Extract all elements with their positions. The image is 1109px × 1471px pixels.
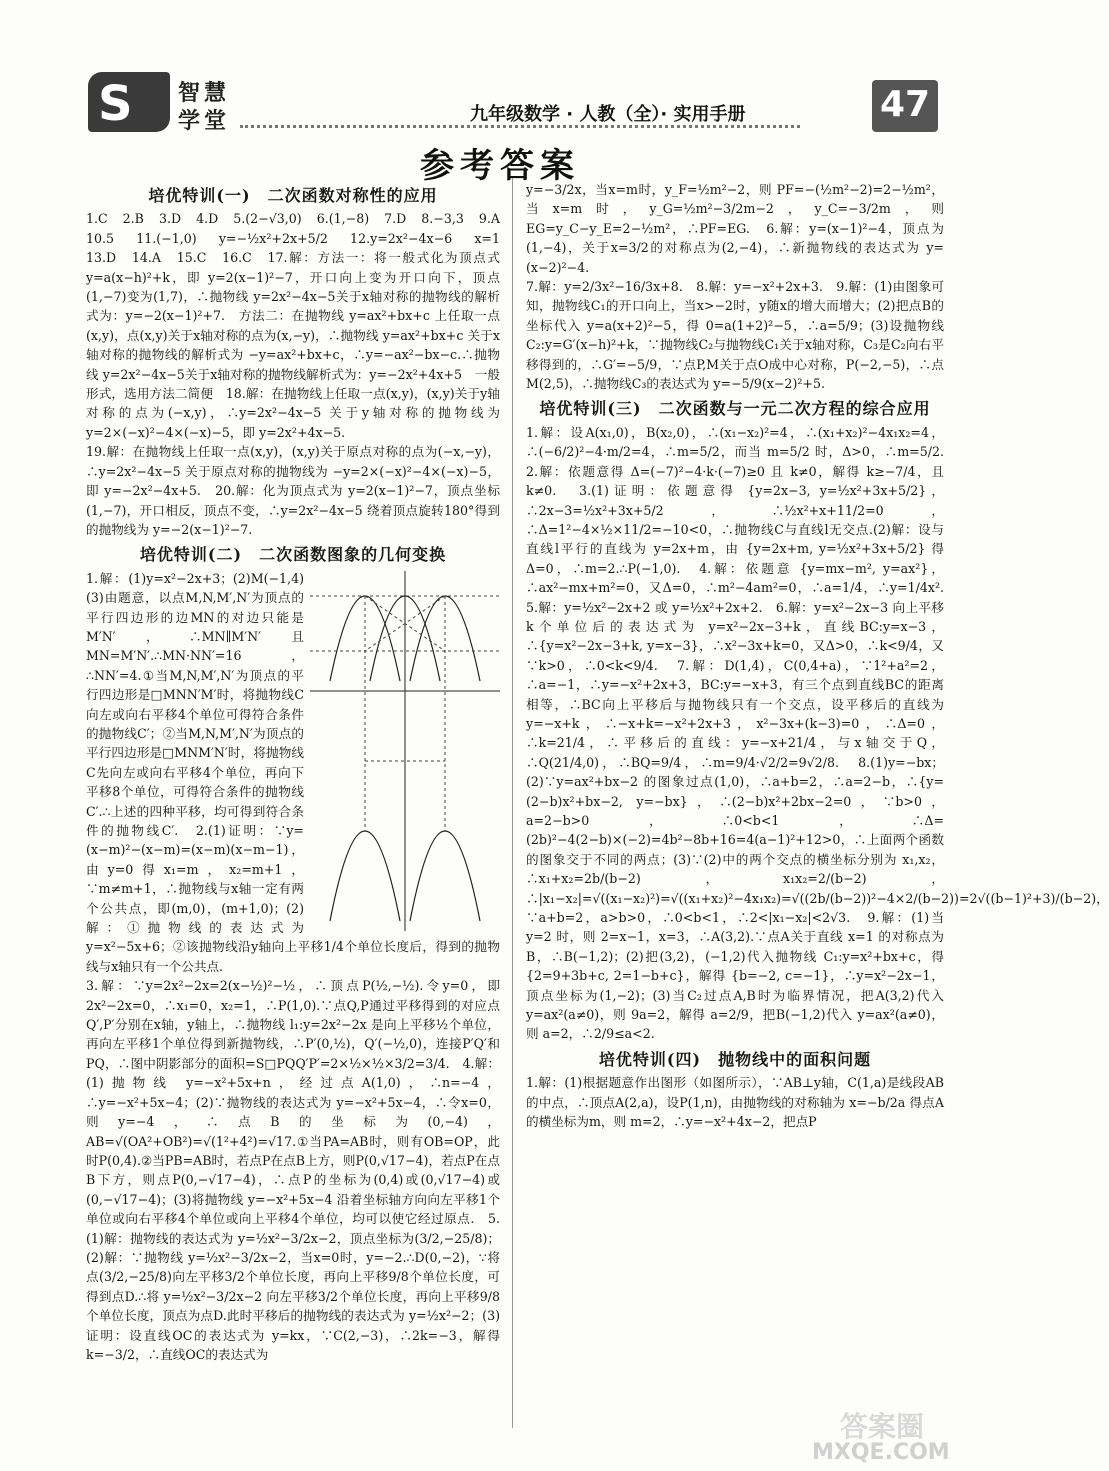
section-heading-4: 培优特训(四) 抛物线中的面积问题 — [598, 1049, 872, 1069]
right-column — [526, 180, 1109, 1132]
section-heading-2: 培优特训(二) 二次函数图象的几何变换 — [139, 545, 447, 565]
answers-paragraph-1: 1.C 2.B 3.D 4.D 5.(2−√3,0) 6.(1,−8) 7.D 8.−3,3 9.A 10.5 11.(−1,0) y=−½x²+2x+5/2 12.y=2x²−4x−6 x=1 13.D 14.A 15.C 16.C 17.解：方法一：将一般式化为顶点式 y=a(x−h)²+k，即 y=2(x−1)²−7，开口向上变为开口向下，顶点(1,−7)变为(1,7)，∴抛物线 y=2x²−4x−5关于x轴对称的抛物线的解析式为：y=−2(x−1)²+7. 方法二：在抛物线 y=ax²+bx+c 上任取一点(x,y)，点(x,y)关于x轴对称的点为(x,−y)，∴抛物线 y=ax²+bx+c 关于x轴对称的抛物线的解析式为 −y=ax²+bx+c，∴y=−ax²−bx−c.∴抛物线 y=2x²−4x−5关于x轴对称的抛物线解析式为：y=−2x²+4x+5 一般形式，选用方法二简便 18.解：在抛物线上任取一点(x,y)，(x,y)关于y轴对称的点为(−x,y)，∴y=2x²−4x−5 关于y轴对称的抛物线为 y=2×(−x)²−4×(−x)−5，即 y=2x²+4x−5. — [86, 211, 513, 440]
column-divider — [512, 178, 513, 1428]
series-title: 九年级数学 · 人教（全）· 实用手册 — [470, 104, 746, 125]
page-header — [0, 0, 1000, 150]
figure-parabola-right-down — [410, 831, 480, 921]
answers-paragraph-8: 1.解：(1)根据题意作出图形（如图所示），∵AB⊥y轴，C(1,a)是线段AB的中点，∴顶点A(2,a)，设P(1,n)，由抛物线的对称轴为 x=−b/2a 得点A的横坐标为m，则 m=2，∴y=−x²+4x−2，把点P — [526, 1075, 944, 1130]
page-number-badge — [872, 80, 938, 132]
logo-badge — [88, 72, 170, 132]
logo-letter: S — [98, 76, 133, 132]
answers-paragraph-6: 7.解：y=2/3x²−16/3x+8. 8.解：y=−x²+2x+3. 9.解：(1)由图象可知，抛物线C₁的开口向上，当x>−2时，y随x的增大而增大；(2)把点B的坐标代入 y=a(x+2)²−5，得 0=a(1+2)²−5，∴a=5/9；(3)设抛物线 C₂:y=G′(x−h)²+k，∵抛物线C₂与抛物线C₁关于x轴对称，C₃是C₂向右平移得到的，∴G′=−5/9，∵点P,M关于点O成中心对称，P(−2,−5)，∴点M(2,5)，∴抛物线C₃的表达式为 y=−5/9(x−2)²+5. — [526, 279, 944, 392]
page-title: 参考答案 — [420, 146, 580, 186]
answers-paragraph-2: 19.解：在抛物线上任取一点(x,y)，(x,y)关于原点对称的点为(−x,−y)，∴y=2x²−4x−5 关于原点对称的抛物线为 −y=2×(−x)²−4×(−x)−5，即 y=−2x²−4x+5. 20.解：化为顶点式为 y=2(x−1)²−7，顶点坐标(1,−7)，开口相反，顶点不变，∴y=2x²−4x−5 绕着顶点旋转180°得到的抛物线为 y=−2(x−1)²−7. — [86, 444, 500, 537]
watermark-url: MXQE.COM — [812, 1440, 950, 1465]
parabola-translation-figure — [310, 571, 500, 931]
logo-text-bottom: 学堂 — [178, 108, 231, 134]
page-number: 47 — [879, 84, 931, 125]
figure-parabola-left-down — [330, 831, 400, 921]
answers-paragraph-4: 3.解：∵y=2x²−2x=2(x−½)²−½，∴顶点P(½,−½).令y=0，即2x²−2x=0，∴x₁=0，x₂=1，∴P(1,0).∵点Q,P通过平移得到的对应点Q′,P′分别在x轴，y轴上，∴抛物线 l₁:y=2x²−2x 是向上平移½个单位，再向左平移1个单位得到新抛物线，∴P′(0,½)，Q′(−½,0)，连接P′Q′和PQ，∴图中阴影部分的面积=S□PQQ′P′=2×½×½×3/2=3/4. 4.解：(1)抛物线 y=−x²+5x+n，经过点A(1,0)，∴n=−4，∴y=−x²+5x−4；(2)∵抛物线的表达式为 y=−x²+5x−4，∴令x=0，则y=−4，∴点B的坐标为(0,−4)，AB=√(OA²+OB²)=√(1²+4²)=√17.①当PA=AB时，则有OB=OP，此时P(0,4).②当PB=AB时，若点P在点B上方，则P(0,√17−4)，若点P在点B下方，则点P(0,−√17−4)，∴点P的坐标为(0,4)或(0,√17−4)或(0,−√17−4)；(3)将抛物线 y=−x²+5x−4 沿着坐标轴方向向左平移1个单位或向右平移4个单位或向上平移4个单位，均可以使它经过原点. 5.(1)解：抛物线的表达式为 y=½x²−3/2x−2，顶点坐标为(3/2,−25/8)；(2)解：∵抛物线 y=½x²−3/2x−2，当x=0时，y=−2.∴D(0,−2)，∵将点(3/2,−25/8)向左平移3/2个单位长度，再向上平移9/8个单位长度，可得到点D.∴将 y=½x²−3/2x−2 向左平移3/2个单位长度，再向上平移9/8个单位长度，顶点为点D.此时平移后的抛物线的表达式为 y=½x²−2；(3)证明：设直线OC的表达式为 y=kx，∵C(2,−3)，∴2k=−3，解得 k=−3/2，∴直线OC的表达式为 — [86, 978, 500, 1362]
answers-paragraph-5: y=−3/2x，当x=m时，y_F=½m²−2，则 PF=−(½m²−2)=2−½m²，当x=m时，y_G=½m²−3/2m−2，y_C=−3/2m，则 EG=y_C−y_E=2−½m²，∴PF=EG. 6.解：y=(x−1)²−4，顶点为(1,−4)，关于x=3/2的对称点为(2,−4)，∴新抛物线的表达式为 y=(x−2)²−4. — [526, 182, 944, 275]
left-column — [86, 180, 513, 1364]
answers-paragraph-7: 1.解：设A(x₁,0)，B(x₂,0)，∴(x₁−x₂)²=4，∴(x₁+x₂)²−4x₁x₂=4，∴(−6/2)²−4·m/2=4，∴m=5/2，而当 m=5/2 时，Δ>0，∴m=5/2. 2.解：依题意得 Δ=(−7)²−4·k·(−7)≥0 且 k≠0，解得 k≥−7/4，且 k≠0. 3.(1)证明：依题意得 {y=2x−3, y=½x²+3x+5/2}，∴2x−3=½x²+3x+5/2，∴½x²+x+11/2=0，∴Δ=1²−4×½×11/2=−10<0，∴抛物线C与直线l无交点.(2)解：设与直线l平行的直线为 y=2x+m，由 {y=2x+m, y=½x²+3x+5/2} 得 Δ=0，∴m=2.∴P(−1,0). 4.解：依题意 {y=mx−m², y=ax²}，∴ax²−mx+m²=0，又Δ=0，∴m²−4am²=0，∴a=1/4，∴y=1/4x². 5.解：y=½x²−2x+2 或 y=½x²+2x+2. 6.解：y=x²−2x−3 向上平移k个单位后的表达式为 y=x²−2x−3+k，直线BC:y=x−3，∴{y=x²−2x−3+k, y=x−3}，∴x²−3x+k=0，又Δ>0，∴k<9/4，又∵k>0，∴0<k<9/4. 7.解：D(1,4)，C(0,4+a)，∵1²+a²=2，∴a=−1，∴y=−x²+2x+3，BC:y=−x+3，有三个点到直线BC的距离相等，∴BC向上平移后与抛物线只有一个交点，设平移后的直线为 y=−x+k，∴−x+k=−x²+2x+3，x²−3x+(k−3)=0，∴Δ=0，∴k=21/4，∴平移后的直线：y=−x+21/4，与x轴交于Q，∴Q(21/4,0)，∴BQ=9/4，∴m=9/4·√2/2=9√2/8. 8.(1)y=−bx；(2)∵y=ax²+bx−2 的图象过点(1,0)，∴a+b=2，∴a=2−b，∴{y=(2−b)x²+bx−2, y=−bx}，∴(2−b)x²+2bx−2=0，∵b>0，a=2−b>0，∴0<b<1，∴Δ=(2b)²−4(2−b)×(−2)=4b²−8b+16=4(a−1)²+12>0，∴上面两个函数的图象交于不同的两点；(3)∵(2)中的两个交点的横坐标分别为 x₁,x₂，∴x₁+x₂=2b/(b−2)，x₁x₂=2/(b−2)，∴|x₁−x₂|=√((x₁−x₂)²)=√((x₁+x₂)²−4x₁x₂)=√((2b/(b−2))²−4×2/(b−2))=2√((b−1)²+3)/(b−2)，∵a+b=2，a>b>0，∴0<b<1，∴2<|x₁−x₂|<2√3. 9.解：(1)当 y=2 时，则 2=x−1，x=3，∴A(3,2).∵点A关于直线 x=1 的对称点为B，∴B(−1,2)；(2)把(3,2)，(−1,2)代入抛物线 C₁:y=x²+bx+c，得 {2=9+3b+c, 2=1−b+c}，解得 {b=−2, c=−1}，∴y=x²−2x−1，顶点坐标为(1,−2)；(3)当C₂过点A,B时为临界情况，把A(3,2)代入 y=ax²(a≠0)，则 9a=2，解得 a=2/9，把B(−1,2)代入 y=ax²(a≠0)，则 a=2，∴2/9≤a<2. — [526, 424, 1109, 1042]
watermark-logo-text: 答案圈 — [840, 1410, 925, 1443]
section-heading-3: 培优特训(三) 二次函数与一元二次方程的综合应用 — [539, 399, 931, 419]
section-heading-1: 培优特训(一) 二次函数对称性的应用 — [148, 186, 438, 205]
header-dotted-rule — [240, 125, 800, 128]
answers-paragraph-3: 1.解：(1)y=x²−2x+3；(2)M(−1,4) (3)由题意，以点M,N,M′,N′为顶点的平行四边形的边MN的对边只能是M′N′，∴MN∥M′N′且MN=M′N′.∴MN·NN′=16，∴NN′=4.①当M,N,M′,N′为顶点的平行四边形是□MNN′M′时，将抛物线C向左或向右平移4个单位可得符合条件的抛物线C′；②当M,N,M′,N′为顶点的平行四边形是□MNM′N′时，将抛物线C先向左或向右平移4个单位，再向下平移8个单位，可得符合条件的抛物线C′.∴上述的四种平移，均可得到符合条件的抛物线C′. 2.(1)证明：∵y=(x−m)²−(x−m)=(x−m)(x−m−1)，由y=0得x₁=m，x₂=m+1，∵m≠m+1，∴抛物线与x轴一定有两个公共点，即(m,0)，(m+1,0)；(2)解：①抛物线的表达式为 y=x²−5x+6；②该抛物线沿y轴向上平移1/4个单位长度后，得到的抛物线与x轴只有一个公共点. — [86, 570, 500, 974]
logo-text-top: 智慧 — [178, 80, 231, 106]
